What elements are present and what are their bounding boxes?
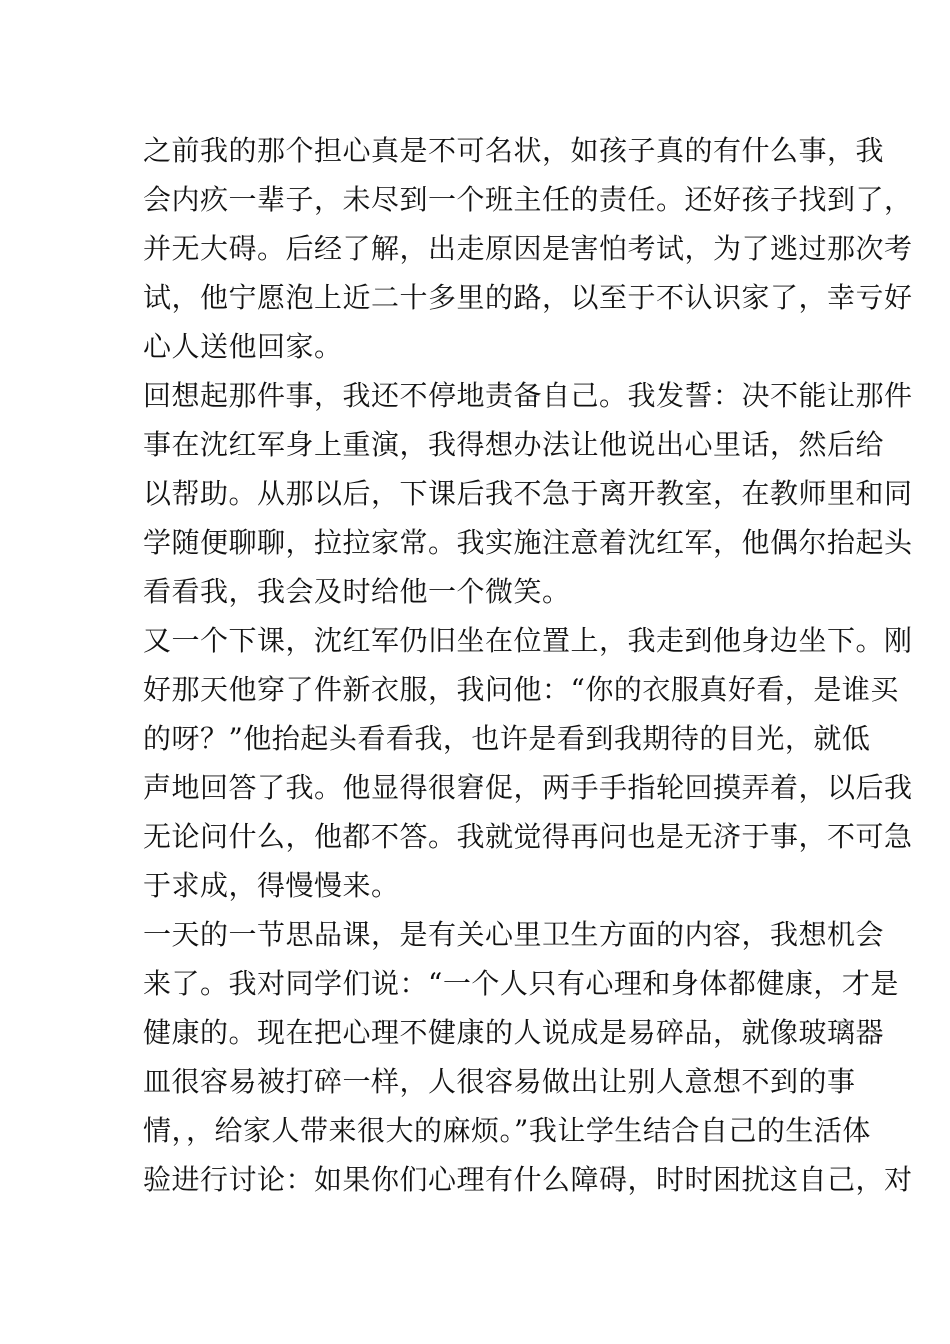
text-line: 于求成，得慢慢来。 bbox=[143, 869, 400, 902]
body-text bbox=[143, 126, 913, 1204]
text-line: 声地回答了我。他显得很窘促，两手手指轮回摸弄着，以后我 bbox=[143, 771, 913, 804]
text-line: 心人送他回家。 bbox=[143, 330, 343, 363]
text-line: 好那天他穿了件新衣服，我问他：“你的衣服真好看，是谁买 bbox=[143, 673, 899, 706]
text-line: 的呀？”他抬起头看看我，也许是看到我期待的目光，就低 bbox=[143, 722, 871, 755]
text-line: 健康的。现在把心理不健康的人说成是易碎品，就像玻璃器 bbox=[143, 1016, 885, 1049]
text-line: 情，，给家人带来很大的麻烦。”我让学生结合自己的生活体 bbox=[143, 1114, 871, 1147]
text-line: 一天的一节思品课，是有关心里卫生方面的内容，我想机会 bbox=[143, 918, 885, 951]
text-line: 验进行讨论：如果你们心理有什么障碍，时时困扰这自己，对 bbox=[143, 1163, 913, 1196]
text-line: 会内疚一辈子，未尽到一个班主任的责任。还好孩子找到了， bbox=[143, 183, 913, 216]
text-line: 之前我的那个担心真是不可名状，如孩子真的有什么事，我 bbox=[143, 134, 885, 167]
text-line: 皿很容易被打碎一样，人很容易做出让别人意想不到的事 bbox=[143, 1065, 856, 1098]
text-line: 试，他宁愿泡上近二十多里的路，以至于不认识家了，幸亏好 bbox=[143, 281, 913, 314]
text-line: 并无大碍。后经了解，出走原因是害怕考试，为了逃过那次考 bbox=[143, 232, 913, 265]
text-line: 来了。我对同学们说：“一个人只有心理和身体都健康，才是 bbox=[143, 967, 899, 1000]
text-line: 回想起那件事，我还不停地责备自己。我发誓：决不能让那件 bbox=[143, 379, 913, 412]
text-line: 以帮助。从那以后，下课后我不急于离开教室，在教师里和同 bbox=[143, 477, 913, 510]
text-line: 看看我，我会及时给他一个微笑。 bbox=[143, 575, 571, 608]
text-line: 无论问什么，他都不答。我就觉得再问也是无济于事，不可急 bbox=[143, 820, 913, 853]
text-line: 学随便聊聊，拉拉家常。我实施注意着沈红军，他偶尔抬起头 bbox=[143, 526, 913, 559]
text-line: 事在沈红军身上重演，我得想办法让他说出心里话，然后给 bbox=[143, 428, 885, 461]
text-line: 又一个下课，沈红军仍旧坐在位置上，我走到他身边坐下。刚 bbox=[143, 624, 913, 657]
